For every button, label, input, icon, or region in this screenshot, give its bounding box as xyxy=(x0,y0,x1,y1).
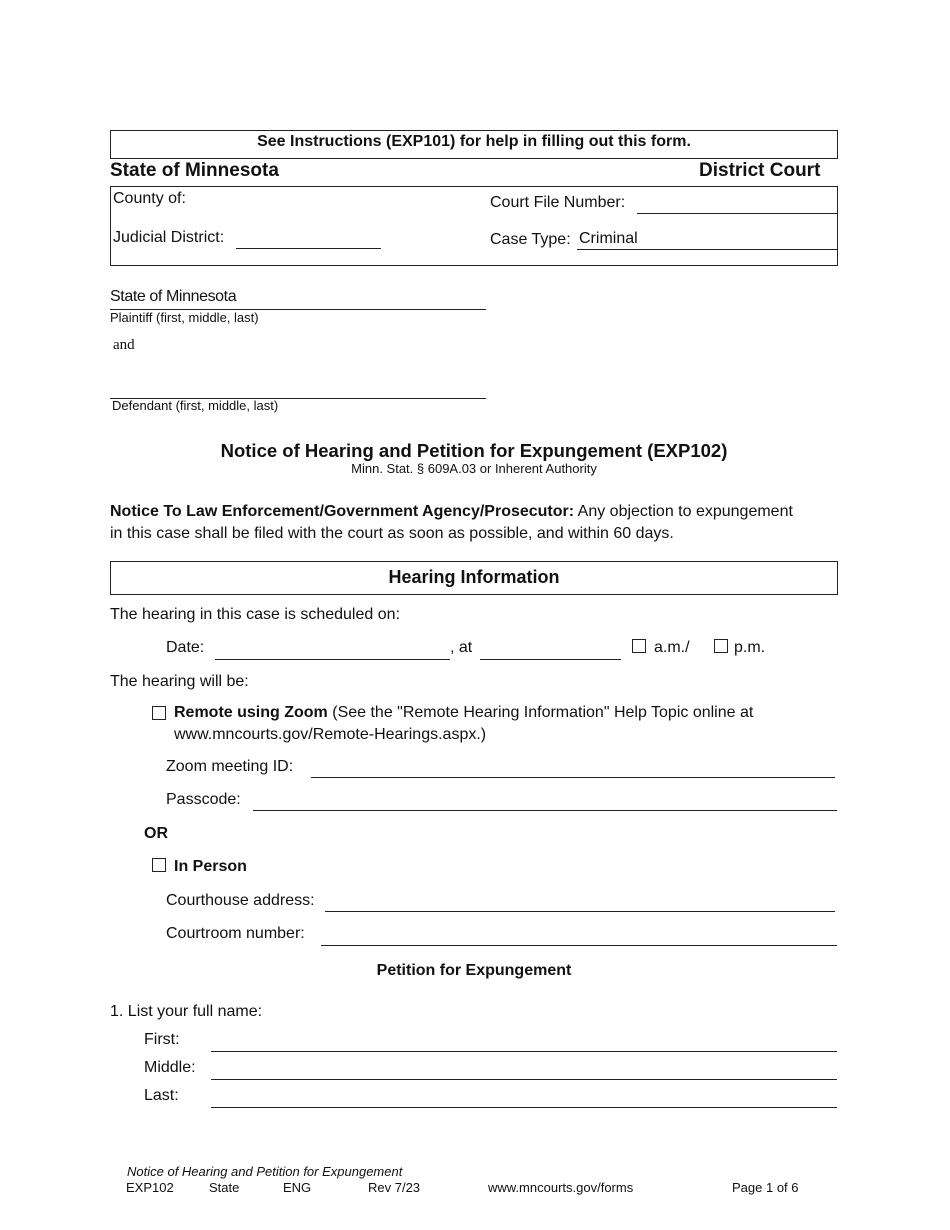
notice-text-2: in this case shall be filed with the court as soon as possible, and within 60 days. xyxy=(110,525,674,542)
last-name-field[interactable] xyxy=(211,1107,837,1108)
time-field[interactable] xyxy=(480,659,621,660)
defendant-label: Defendant (first, middle, last) xyxy=(112,398,279,413)
date-field[interactable] xyxy=(215,659,450,660)
in-person-checkbox[interactable] xyxy=(152,858,166,872)
court-file-number-label: Court File Number: xyxy=(490,194,626,211)
footer-language: ENG xyxy=(283,1180,312,1195)
am-label: a.m./ xyxy=(654,639,690,656)
state-heading: State of Minnesota xyxy=(110,160,279,181)
courthouse-label: Courthouse address: xyxy=(166,892,315,909)
last-name-label: Last: xyxy=(144,1087,179,1104)
footer-page-number: Page 1 of 6 xyxy=(732,1180,799,1195)
first-name-field[interactable] xyxy=(211,1051,837,1052)
county-label: County of: xyxy=(113,190,186,207)
footer-revision: Rev 7/23 xyxy=(368,1180,421,1195)
remote-label: Remote using Zoom xyxy=(174,704,328,721)
judicial-district-label: Judicial District: xyxy=(113,229,225,246)
hearing-section-title: Hearing Information xyxy=(388,567,560,587)
pm-checkbox[interactable] xyxy=(714,639,728,653)
hearing-will-be-label: The hearing will be: xyxy=(110,673,249,690)
notice-text-1: Any objection to expungement xyxy=(577,503,793,520)
scheduled-on-label: The hearing in this case is scheduled on: xyxy=(110,606,400,623)
courtroom-label: Courtroom number: xyxy=(166,925,305,942)
form-title: Notice of Hearing and Petition for Expungement (EXP102) xyxy=(220,440,728,461)
at-label: , at xyxy=(450,639,473,656)
footer-url[interactable]: www.mncourts.gov/forms xyxy=(488,1180,634,1195)
caption-box xyxy=(110,186,838,266)
date-label: Date: xyxy=(166,639,205,656)
notice-label: Notice To Law Enforcement/Government Agency/Prosecutor: xyxy=(110,503,575,520)
footer-form-id: EXP102 xyxy=(126,1180,174,1195)
or-label: OR xyxy=(144,825,168,842)
case-type-label: Case Type: xyxy=(490,231,571,248)
courtroom-field[interactable] xyxy=(321,945,837,946)
court-file-number-field[interactable] xyxy=(637,213,838,214)
and-text: and xyxy=(113,337,135,353)
courthouse-field[interactable] xyxy=(325,911,835,912)
petition-section-title: Petition for Expungement xyxy=(376,962,572,979)
footer-title: Notice of Hearing and Petition for Expungement xyxy=(127,1164,403,1179)
middle-name-label: Middle: xyxy=(144,1059,196,1076)
middle-name-field[interactable] xyxy=(211,1079,837,1080)
instructions-text: See Instructions (EXP101) for help in filling out this form. xyxy=(257,133,691,150)
q1-label: 1. List your full name: xyxy=(110,1003,263,1020)
in-person-label: In Person xyxy=(174,858,247,875)
am-checkbox[interactable] xyxy=(632,639,646,653)
first-name-label: First: xyxy=(144,1031,180,1048)
remote-desc-2: www.mncourts.gov/Remote-Hearings.aspx.) xyxy=(174,726,487,743)
plaintiff-label: Plaintiff (first, middle, last) xyxy=(110,310,259,325)
remote-paragraph xyxy=(174,702,834,746)
footer-jurisdiction: State xyxy=(209,1180,240,1195)
passcode-label: Passcode: xyxy=(166,791,241,808)
zoom-id-label: Zoom meeting ID: xyxy=(166,758,294,775)
remote-desc-1: (See the "Remote Hearing Information" Help Topic online at xyxy=(332,704,754,721)
court-heading: District Court xyxy=(699,160,821,181)
plaintiff-value: State of Minnesota xyxy=(110,288,237,305)
judicial-district-field[interactable] xyxy=(236,248,381,249)
pm-label: p.m. xyxy=(734,639,766,656)
remote-checkbox[interactable] xyxy=(152,706,166,720)
zoom-id-field[interactable] xyxy=(311,777,835,778)
case-type-value: Criminal xyxy=(579,230,638,247)
case-type-field[interactable] xyxy=(577,249,838,250)
passcode-field[interactable] xyxy=(253,810,837,811)
form-subtitle: Minn. Stat. § 609A.03 or Inherent Authority xyxy=(351,461,597,476)
notice-paragraph xyxy=(110,501,850,545)
